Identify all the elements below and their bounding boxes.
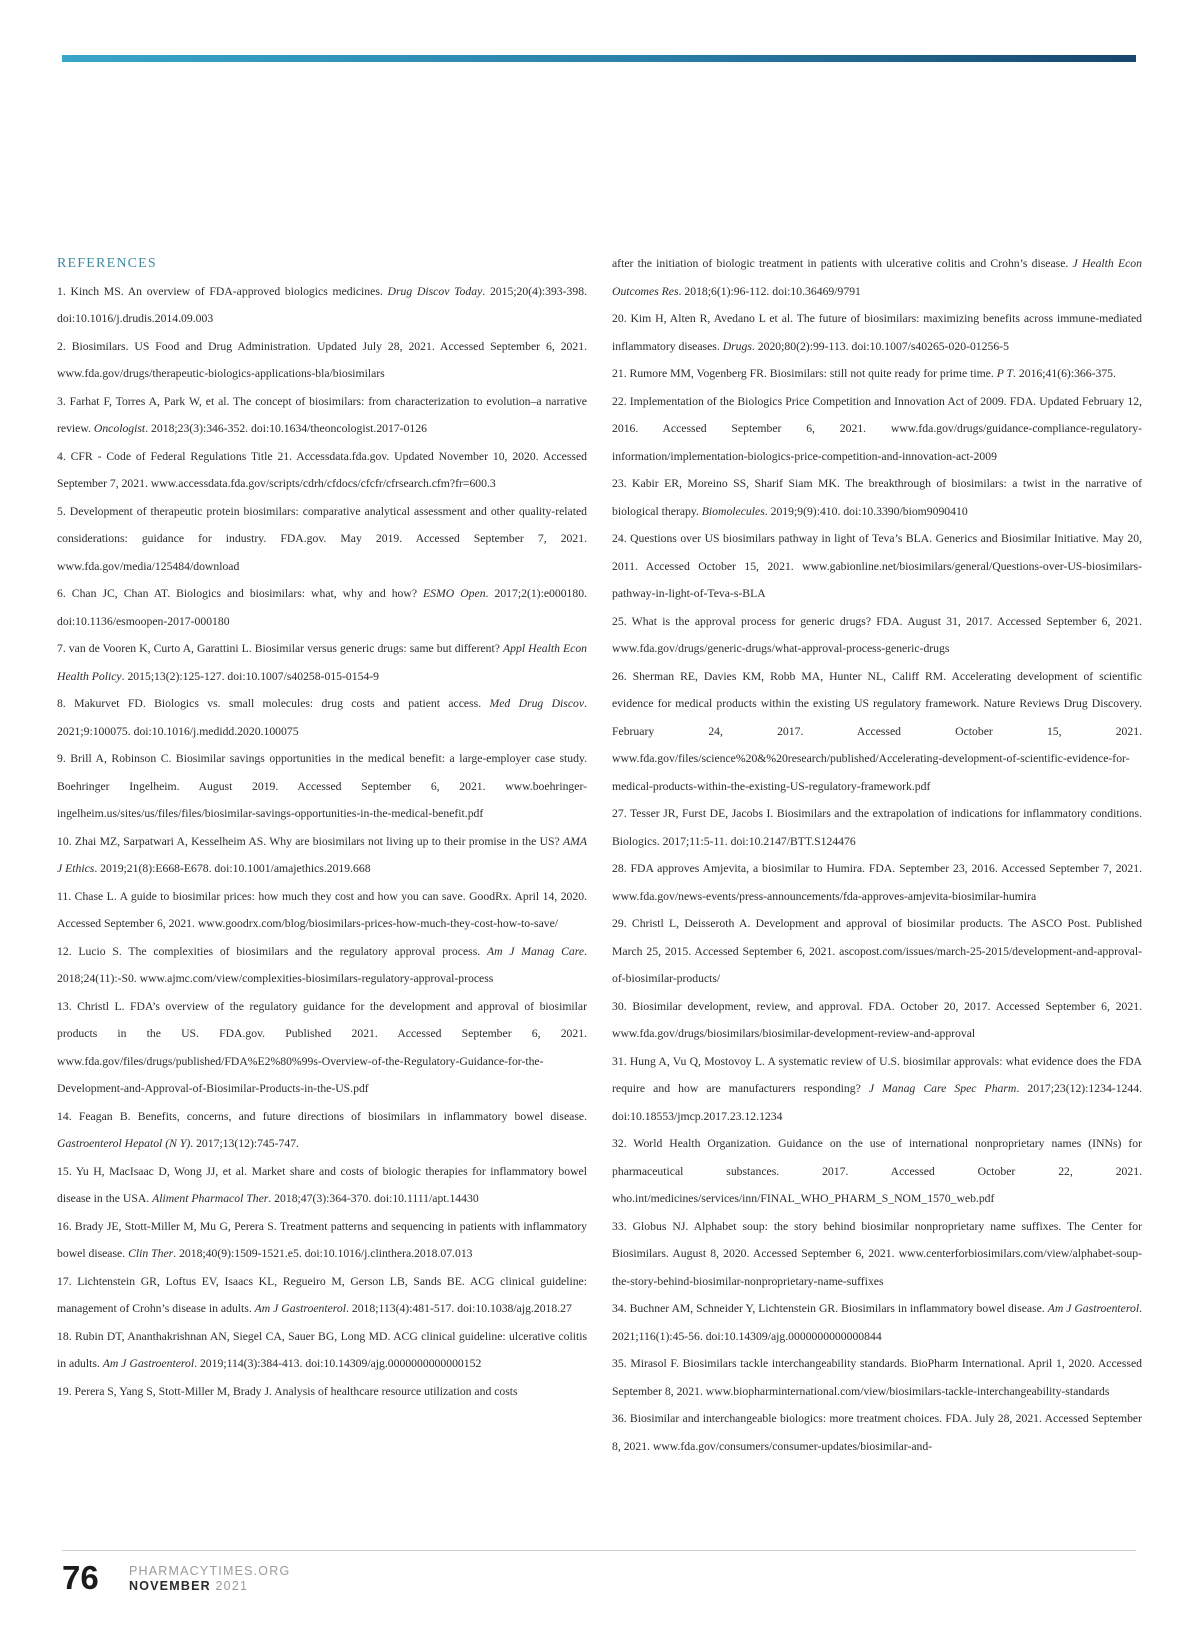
footer-divider <box>62 1550 1136 1551</box>
reference-entry <box>57 745 587 828</box>
reference-entry <box>612 663 1142 801</box>
reference-text: 19. Perera S, Yang S, Stott-Miller M, Brady J. Analysis of healthcare resource utilization and costs <box>57 1384 518 1398</box>
references-column-left <box>57 250 587 1405</box>
footer-month: NOVEMBER <box>129 1579 211 1593</box>
reference-text: 18. Rubin DT, Ananthakrishnan AN, Siegel CA, Sauer BG, Long MD. ACG clinical guideline: ulcerative colitis in adults. <box>57 1329 587 1370</box>
reference-journal: Oncologist <box>93 422 146 435</box>
reference-text: . 2021;9:100075. doi:10.1016/j.medidd.2020.100075 <box>57 697 587 738</box>
reference-entry <box>612 1350 1142 1405</box>
reference-list-right <box>612 250 1142 1460</box>
reference-entry <box>57 278 587 333</box>
reference-text: 7. van de Vooren K, Curto A, Garattini L. Biosimilar versus generic drugs: same but different? <box>57 642 504 655</box>
reference-text: . 2018;47(3):364-370. doi:10.1111/apt.14430 <box>268 1192 479 1205</box>
reference-journal: Appl Health Econ Health Policy <box>57 642 588 683</box>
reference-text: . 2021;116(1):45-56. doi:10.14309/ajg.0000000000000844 <box>612 1302 1142 1343</box>
reference-text: 36. Biosimilar and interchangeable biologics: more treatment choices. FDA. July 28, 2021. Accessed September 8, 2021. www.fda.gov/consumers/consumer-updates/biosimilar-and- <box>612 1412 1142 1453</box>
reference-text: . 2019;9(9):410. doi:10.3390/biom9090410 <box>764 504 968 518</box>
reference-entry <box>612 360 1142 388</box>
reference-entry <box>57 828 587 883</box>
reference-entry <box>612 388 1142 471</box>
reference-text: . 2018;113(4):481-517. doi:10.1038/ajg.2018.27 <box>346 1302 572 1315</box>
reference-text: 22. Implementation of the Biologics Price Competition and Innovation Act of 2009. FDA. Updated February 12, 2016. Accessed September 6, 2021. www.fda.gov/drugs/guidance-compliance-regulatory-information/implementation-biologics-price-competition-and-innovation-act-2009 <box>612 394 1142 463</box>
reference-entry <box>612 1130 1142 1213</box>
footer-site: PHARMACYTIMES.ORG <box>129 1564 291 1578</box>
reference-text: 15. Yu H, MacIsaac D, Wong JJ, et al. Market share and costs of biologic therapies for inflammatory bowel disease in the USA. <box>57 1164 587 1205</box>
reference-entry <box>612 1048 1142 1131</box>
reference-text: 20. Kim H, Alten R, Avedano L et al. The future of biosimilars: maximizing benefits across immune-mediated inflammatory diseases. <box>612 312 1142 353</box>
reference-entry <box>612 1295 1142 1350</box>
reference-text: 26. Sherman RE, Davies KM, Robb MA, Hunter NL, Califf RM. Accelerating development of scientific evidence for medical products within the existing US regulatory framework. Nature Reviews Drug Discovery. February 24, 2017. Accessed October 15, 2021. www.fda.gov/files/science%20&%20research/published/Accelerating-development-of-scientific-evidence-for-medical-products-within-the-existing-US-regulatory-framework.pdf <box>612 669 1142 793</box>
reference-text: 13. Christl L. FDA’s overview of the regulatory guidance for the development and approval of biosimilar products in the US. FDA.gov. Published 2021. Accessed September 6, 2021. www.fda.gov/files/drugs/published/FDA%E2%80%99s-Overview-of-the-Regulatory-Guidance-for-the-Development-and-Approval-of-Biosimilar-Products-in-the-US.pdf <box>57 999 587 1095</box>
reference-journal: Med Drug Discov <box>489 697 585 710</box>
reference-entry <box>57 993 587 1103</box>
reference-entry <box>57 938 587 993</box>
reference-text: . 2016;41(6):366-375. <box>1013 367 1116 380</box>
reference-text: 9. Brill A, Robinson C. Biosimilar savings opportunities in the medical benefit: a large-employer case study. Boehringer Ingelheim. August 2019. Accessed September 6, 2021. www.boehringer-ingelheim.us/sites/us/files/files/biosimilar-savings-opportunities-in-the-medical-benefit.pdf <box>57 752 587 820</box>
header-accent-bar <box>62 55 1136 62</box>
reference-text: 8. Makurvet FD. Biologics vs. small molecules: drug costs and patient access. <box>57 697 490 710</box>
reference-list-left <box>57 278 587 1406</box>
reference-text: . 2017;2(1):e000180. doi:10.1136/esmoopen-2017-000180 <box>57 587 587 628</box>
reference-text: . 2015;13(2):125-127. doi:10.1007/s40258-015-0154-9 <box>121 669 380 683</box>
reference-text: . 2019;21(8):E668-E678. doi:10.1001/amajethics.2019.668 <box>94 862 371 875</box>
reference-text: 10. Zhai MZ, Sarpatwari A, Kesselheim AS. Why are biosimilars not living up to their promise in the US? <box>57 834 563 848</box>
reference-journal: AMA J Ethics <box>57 834 587 875</box>
reference-text: 28. FDA approves Amjevita, a biosimilar to Humira. FDA. September 23, 2016. Accessed September 7, 2021. www.fda.gov/news-events/press-announcements/fda-approves-amjevita-biosimilar-humira <box>612 862 1142 903</box>
reference-text: . 2018;40(9):1509-1521.e5. doi:10.1016/j.clinthera.2018.07.013 <box>173 1247 473 1260</box>
reference-entry <box>57 1323 587 1378</box>
reference-journal: Aliment Pharmacol Ther <box>152 1192 269 1205</box>
reference-entry <box>57 498 587 581</box>
reference-text: . 2017;13(12):745-747. <box>190 1137 299 1150</box>
reference-entry <box>57 580 587 635</box>
reference-entry <box>612 1405 1142 1460</box>
reference-text: 31. Hung A, Vu Q, Mostovoy L. A systematic review of U.S. biosimilar approvals: what evidence does the FDA require and how are manufacturers responding? <box>612 1054 1142 1095</box>
reference-text: after the initiation of biologic treatment in patients with ulcerative colitis and Crohn’s disease. <box>612 257 1073 270</box>
reference-journal: ESMO Open <box>423 587 486 600</box>
reference-text: . 2017;23(12):1234-1244. doi:10.18553/jmcp.2017.23.12.1234 <box>612 1082 1142 1123</box>
reference-text: 12. Lucio S. The complexities of biosimilars and the regulatory approval process. <box>57 944 487 958</box>
reference-journal: Am J Gastroenterol <box>254 1302 346 1315</box>
reference-journal: Drug Discov Today <box>387 284 483 298</box>
reference-journal: Clin Ther <box>128 1247 174 1260</box>
reference-journal: Am J Gastroenterol <box>1047 1302 1140 1315</box>
references-heading: REFERENCES <box>57 256 157 271</box>
reference-entry <box>57 1378 587 1406</box>
reference-text: 32. World Health Organization. Guidance on the use of international nonproprietary names (INNs) for pharmaceutical substances. 2017. Accessed October 22, 2021. who.int/medicines/services/inn/FINAL_WHO_PHARM_S_NOM_1570_web.pdf <box>612 1137 1142 1205</box>
reference-entry <box>612 525 1142 608</box>
reference-entry <box>612 1213 1142 1296</box>
reference-text: . 2019;114(3):384-413. doi:10.14309/ajg.0000000000000152 <box>194 1357 482 1370</box>
reference-text: . 2018;6(1):96-112. doi:10.36469/9791 <box>678 284 861 298</box>
reference-text: . 2018;23(3):346-352. doi:10.1634/theoncologist.2017-0126 <box>145 422 427 435</box>
footer-meta <box>129 1564 290 1594</box>
reference-text: . 2015;20(4):393-398. doi:10.1016/j.drudis.2014.09.003 <box>57 284 587 325</box>
reference-journal: Gastroenterol Hepatol (N Y) <box>57 1137 191 1150</box>
reference-journal: Am J Manag Care <box>486 944 585 958</box>
reference-entry <box>57 388 587 443</box>
reference-entry <box>57 635 587 690</box>
reference-text: 33. Globus NJ. Alphabet soup: the story behind biosimilar nonproprietary name suffixes. The Center for Biosimilars. August 8, 2020. Accessed September 6, 2021. www.centerforbiosimilars.com/view/alphabet-soup-the-story-behind-biosimilar-nonproprietary-name-suffixes <box>612 1219 1142 1288</box>
reference-journal: Am J Gastroenterol <box>102 1357 195 1370</box>
reference-entry <box>57 443 587 498</box>
reference-text: 6. Chan JC, Chan AT. Biologics and biosimilars: what, why and how? <box>57 587 424 600</box>
reference-entry <box>612 855 1142 910</box>
reference-entry <box>57 690 587 745</box>
reference-text: 2. Biosimilars. US Food and Drug Administration. Updated July 28, 2021. Accessed September 6, 2021. www.fda.gov/drugs/therapeutic-biologics-applications-bla/biosimilars <box>57 339 587 380</box>
reference-journal: P T <box>996 367 1014 380</box>
reference-text: 29. Christl L, Deisseroth A. Development and approval of biosimilar products. The ASCO Post. Published March 25, 2015. Accessed September 6, 2021. ascopost.com/issues/march-25-2015/development-and-approval-of-biosimilar-products/ <box>612 917 1142 985</box>
reference-entry <box>612 608 1142 663</box>
reference-entry <box>612 470 1142 525</box>
footer-year: 2021 <box>215 1579 249 1593</box>
reference-text: 3. Farhat F, Torres A, Park W, et al. The concept of biosimilars: from characterization to evolution–a narrative review. <box>57 394 587 435</box>
reference-text: 34. Buchner AM, Schneider Y, Lichtenstein GR. Biosimilars in inflammatory bowel disease. <box>612 1302 1048 1315</box>
reference-entry <box>612 800 1142 855</box>
reference-text: 16. Brady JE, Stott-Miller M, Mu G, Perera S. Treatment patterns and sequencing in patients with inflammatory bowel disease. <box>57 1219 587 1260</box>
reference-text: 11. Chase L. A guide to biosimilar prices: how much they cost and how you can save. GoodRx. April 14, 2020. Accessed September 6, 2021. www.goodrx.com/blog/biosimilars-prices-how-much-they-cost-how-to-save/ <box>57 889 587 930</box>
reference-text: . 2018;24(11):-S0. www.ajmc.com/view/complexities-biosimilars-regulatory-approval-process <box>57 944 587 985</box>
reference-text: 27. Tesser JR, Furst DE, Jacobs I. Biosimilars and the extrapolation of indications for inflammatory conditions. Biologics. 2017;11:5-11. doi:10.2147/BTT.S124476 <box>612 807 1142 848</box>
reference-text: 14. Feagan B. Benefits, concerns, and future directions of biosimilars in inflammatory bowel disease. <box>57 1109 587 1123</box>
page-number: 76 <box>62 1559 99 1596</box>
reference-entry <box>57 1103 587 1158</box>
references-column-right <box>612 250 1142 1460</box>
reference-text: 25. What is the approval process for generic drugs? FDA. August 31, 2017. Accessed September 6, 2021. www.fda.gov/drugs/generic-drugs/what-approval-process-generic-drugs <box>612 614 1142 655</box>
reference-text: 30. Biosimilar development, review, and approval. FDA. October 20, 2017. Accessed September 6, 2021. www.fda.gov/drugs/biosimilars/biosimilar-development-review-and-approval <box>612 999 1142 1040</box>
reference-text: 23. Kabir ER, Moreino SS, Sharif Siam MK. The breakthrough of biosimilars: a twist in the narrative of biological therapy. <box>612 477 1142 518</box>
reference-entry <box>612 305 1142 360</box>
reference-text: 24. Questions over US biosimilars pathway in light of Teva’s BLA. Generics and Biosimilar Initiative. May 20, 2011. Accessed October 15, 2021. www.gabionline.net/biosimilars/general/Questions-over-US-biosimilars-pathway-in-light-of-Teva-s-BLA <box>612 532 1142 600</box>
reference-text: 4. CFR - Code of Federal Regulations Title 21. Accessdata.fda.gov. Updated November 10, 2020. Accessed September 7, 2021. www.accessdata.fda.gov/scripts/cdrh/cfdocs/cfcfr/cfrsearch.cfm?fr=600.3 <box>57 449 587 490</box>
reference-text: 35. Mirasol F. Biosimilars tackle interchangeability standards. BioPharm International. April 1, 2020. Accessed September 8, 2021. www.biopharminternational.com/view/biosimilars-tackle-interchangeability-standards <box>612 1357 1142 1398</box>
reference-text: 5. Development of therapeutic protein biosimilars: comparative analytical assessment and other quality-related considerations: guidance for industry. FDA.gov. May 2019. Accessed September 7, 2021. www.fda.gov/media/125484/download <box>57 504 587 573</box>
reference-entry <box>57 333 587 388</box>
reference-journal: Biomolecules <box>701 504 765 518</box>
reference-journal: J Health Econ Outcomes Res <box>612 257 1142 298</box>
reference-text: 21. Rumore MM, Vogenberg FR. Biosimilars: still not quite ready for prime time. <box>612 367 997 380</box>
reference-entry <box>57 1158 587 1213</box>
reference-journal: J Manag Care Spec Pharm <box>868 1082 1017 1095</box>
reference-entry <box>612 910 1142 993</box>
reference-text: 1. Kinch MS. An overview of FDA-approved biologics medicines. <box>57 284 388 298</box>
reference-text: 17. Lichtenstein GR, Loftus EV, Isaacs KL, Regueiro M, Gerson LB, Sands BE. ACG clinical guideline: management of Crohn’s disease in adults. <box>57 1274 587 1315</box>
reference-entry <box>57 883 587 938</box>
reference-journal: Drugs <box>722 339 752 353</box>
reference-entry <box>612 250 1142 305</box>
reference-text: . 2020;80(2):99-113. doi:10.1007/s40265-020-01256-5 <box>751 339 1009 353</box>
reference-entry <box>57 1213 587 1268</box>
reference-entry <box>57 1268 587 1323</box>
reference-entry <box>612 993 1142 1048</box>
